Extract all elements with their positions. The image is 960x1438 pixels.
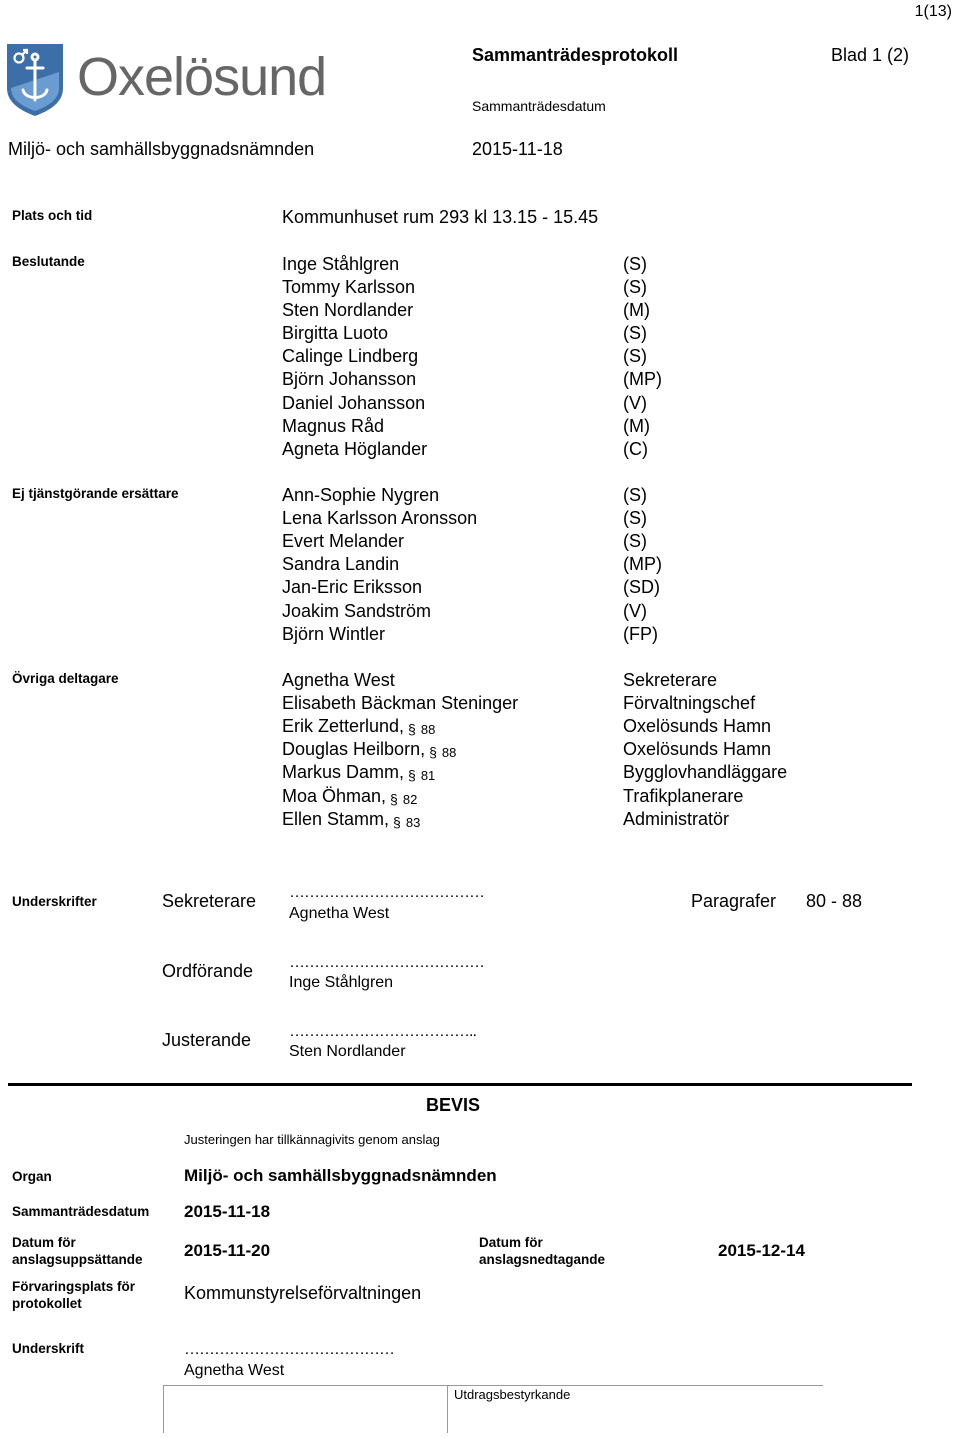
place-value: Kommunhuset rum 293 kl 13.15 - 15.45 — [282, 207, 599, 227]
bevis-signature-name: Agnetha West — [184, 1362, 285, 1379]
place-label: Plats och tid — [12, 208, 93, 223]
bevis-date-label: Sammanträdesdatum — [12, 1204, 150, 1219]
bevis-title: BEVIS — [426, 1095, 481, 1115]
box-left-border — [163, 1385, 164, 1433]
chair-name: Inge Ståhlgren — [289, 974, 394, 991]
list-item: Inge Ståhlgren (S) — [282, 254, 647, 274]
list-item: Tommy Karlsson (S) — [282, 277, 647, 297]
box-middle-border — [447, 1385, 448, 1433]
list-item: Erik Zetterlund, § 88 Oxelösunds Hamn — [282, 716, 772, 737]
committee-name: Miljö- och samhällsbyggnadsnämnden — [8, 139, 315, 159]
list-item: Magnus Råd (M) — [282, 416, 650, 436]
paragraph-ref: § 88 — [429, 744, 457, 760]
list-item: Daniel Johansson (V) — [282, 393, 647, 413]
storage-label: Förvaringsplats för protokollet — [12, 1279, 136, 1311]
posted-label: Datum för anslagsuppsättande — [12, 1235, 143, 1267]
document-title: Sammanträdesprotokoll — [472, 45, 679, 65]
list-item: Sten Nordlander (M) — [282, 300, 650, 320]
adjuster-label: Justerande — [162, 1030, 252, 1050]
signatures-label: Underskrifter — [12, 894, 97, 909]
paragraphs-label: Paragrafer — [691, 891, 777, 911]
beslutande-label: Beslutande — [12, 254, 85, 269]
removed-label: Datum för anslagsnedtagande — [479, 1235, 606, 1267]
bevis-signature-line: …………………………………… — [184, 1341, 394, 1358]
chair-label: Ordförande — [162, 961, 254, 981]
list-item: Björn Wintler (FP) — [282, 624, 658, 644]
list-item: Björn Johansson (MP) — [282, 369, 662, 389]
sheet-number: Blad 1 (2) — [831, 45, 910, 65]
adjuster-signature-line: ……………………………….. — [289, 1023, 476, 1040]
chair-signature-line: ………………………………… — [289, 954, 484, 971]
certified-label: Utdragsbestyrkande — [454, 1387, 571, 1402]
list-item: Birgitta Luoto (S) — [282, 323, 647, 343]
secretary-signature-line: ………………………………… — [289, 884, 484, 901]
paragraph-ref: § 83 — [393, 814, 421, 830]
signature-label: Underskrift — [12, 1341, 85, 1356]
ersattare-label: Ej tjänstgörande ersättare — [12, 486, 179, 501]
posted-value: 2015-11-20 — [184, 1241, 271, 1260]
meeting-date-label: Sammanträdesdatum — [472, 98, 606, 114]
list-item: Agnetha West Sekreterare — [282, 670, 718, 690]
list-item: Lena Karlsson Aronsson (S) — [282, 508, 647, 528]
storage-value: Kommunstyrelseförvaltningen — [184, 1283, 422, 1303]
paragraph-ref: § 82 — [390, 791, 418, 807]
paragraph-ref: § 81 — [408, 767, 436, 783]
list-item: Joakim Sandström (V) — [282, 601, 647, 621]
paragraphs-value: 80 - 88 — [806, 891, 863, 911]
secretary-name: Agnetha West — [289, 905, 390, 922]
bevis-date-value: 2015-11-18 — [184, 1202, 271, 1221]
bevis-intro: Justeringen har tillkännagivits genom anslag — [184, 1132, 440, 1147]
list-item: Elisabeth Bäckman Steninger Förvaltningschef — [282, 693, 756, 713]
paragraph-ref: § 88 — [408, 721, 436, 737]
list-item: Ann-Sophie Nygren (S) — [282, 485, 647, 505]
section-divider — [8, 1083, 912, 1086]
box-top-border — [163, 1385, 823, 1386]
list-item: Evert Melander (S) — [282, 531, 647, 551]
organ-label: Organ — [12, 1169, 52, 1184]
list-item: Calinge Lindberg (S) — [282, 346, 647, 366]
municipality-logo — [7, 44, 327, 121]
list-item: Ellen Stamm, § 83 Administratör — [282, 809, 730, 830]
list-item: Sandra Landin (MP) — [282, 554, 662, 574]
adjuster-name: Sten Nordlander — [289, 1043, 406, 1060]
list-item: Douglas Heilborn, § 88 Oxelösunds Hamn — [282, 739, 772, 760]
list-item: Agneta Höglander (C) — [282, 439, 648, 459]
list-item: Moa Öhman, § 82 Trafikplanerare — [282, 786, 744, 807]
logo-wordmark: Oxelösund — [77, 47, 327, 107]
secretary-label: Sekreterare — [162, 891, 257, 911]
list-item: Markus Damm, § 81 Bygglovhandläggare — [282, 762, 788, 783]
list-item: Jan-Eric Eriksson (SD) — [282, 577, 660, 597]
organ-value: Miljö- och samhällsbyggnadsnämnden — [184, 1166, 497, 1185]
page-number: 1(13) — [914, 3, 952, 20]
removed-value: 2015-12-14 — [718, 1241, 805, 1260]
meeting-date: 2015-11-18 — [472, 139, 563, 159]
ovriga-label: Övriga deltagare — [12, 671, 119, 686]
